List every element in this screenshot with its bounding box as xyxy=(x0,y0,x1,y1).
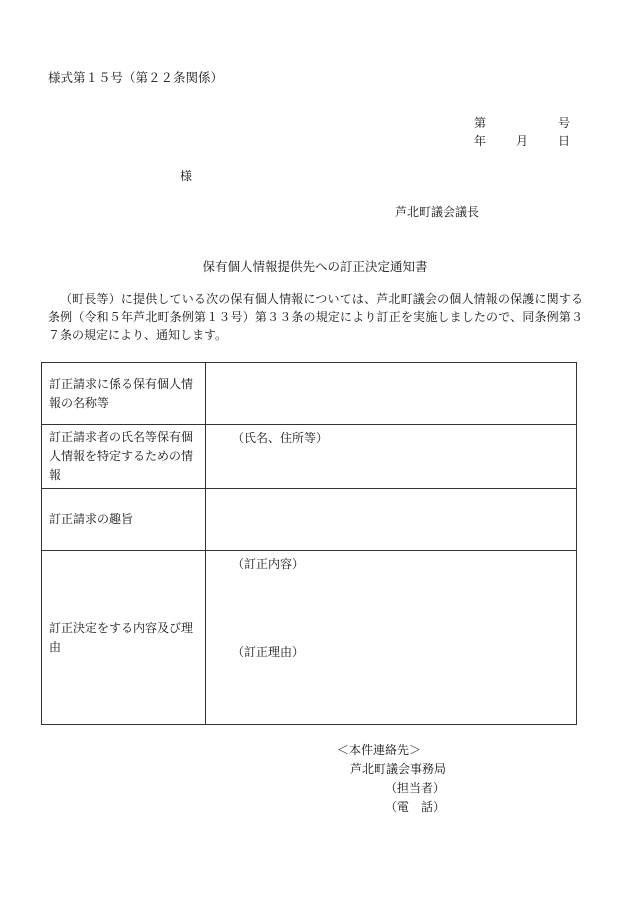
row-label-info-name: 訂正請求に係る保有個人情報の名称等 xyxy=(42,363,206,425)
number-suffix: 号 xyxy=(557,116,570,130)
contact-tel: （電 話） xyxy=(385,800,446,814)
sender-name: 芦北町議会議長 xyxy=(395,205,480,219)
document-date xyxy=(474,132,570,149)
row-label-purpose: 訂正請求の趣旨 xyxy=(42,489,206,551)
row-label-decision: 訂正決定をする内容及び理由 xyxy=(42,551,206,725)
row-value-decision xyxy=(206,551,577,725)
row-value-requester xyxy=(206,425,577,489)
notice-body: （町長等）に提供している次の保有個人情報については、芦北町議会の個人情報の保護に関する条例（令和５年芦北町条例第１３号）第３３条の規定により訂正を実施しましたので、同条例第３７条の規定により、通知します。 xyxy=(48,292,583,342)
correction-reason-note: （訂正理由） xyxy=(232,645,305,659)
date-month: 月 xyxy=(515,134,528,148)
form-number: 様式第１５号（第２２条関係） xyxy=(48,70,224,85)
table-row xyxy=(42,489,577,551)
correction-table xyxy=(41,362,577,725)
correction-content-note: （訂正内容） xyxy=(232,557,305,571)
date-year: 年 xyxy=(474,134,487,148)
requester-note: （氏名、住所等） xyxy=(232,431,329,445)
number-prefix: 第 xyxy=(474,116,487,130)
contact-person: （担当者） xyxy=(385,781,446,795)
row-value-info-name xyxy=(206,363,577,425)
document-number xyxy=(474,114,570,131)
table-row xyxy=(42,363,577,425)
document-title: 保有個人情報提供先への訂正決定通知書 xyxy=(202,259,428,274)
table-row xyxy=(42,425,577,489)
contact-heading: ＜本件連絡先＞ xyxy=(337,743,422,757)
row-value-purpose xyxy=(206,489,577,551)
date-day: 日 xyxy=(557,134,570,148)
recipient-suffix: 様 xyxy=(180,169,193,183)
table-row xyxy=(42,551,577,725)
contact-office: 芦北町議会事務局 xyxy=(350,762,447,776)
row-label-requester: 訂正請求者の氏名等保有個人情報を特定するための情報 xyxy=(42,425,206,489)
